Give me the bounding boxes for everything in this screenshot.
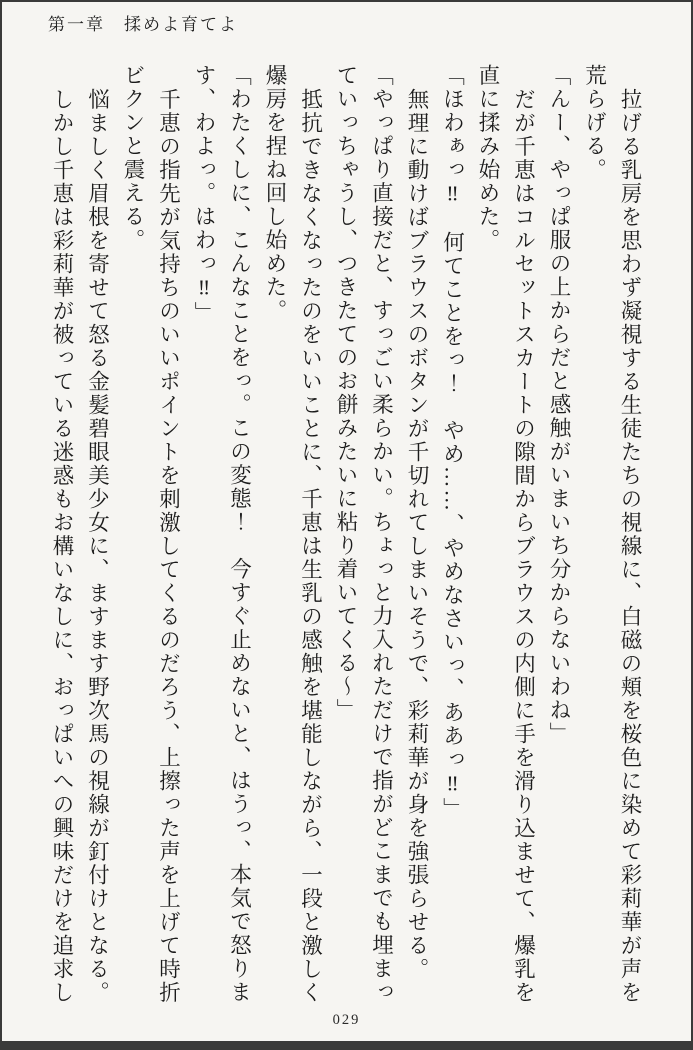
text-line-5: 直に揉み始めた。 <box>476 64 500 252</box>
page-number: 029 <box>332 1012 361 1028</box>
text-line-15: ビクンと震える。 <box>121 64 145 252</box>
text-line-17: しかし千恵は彩莉華が被っている迷惑もお構いなしに、おっぱいへの興味だけを追求し <box>50 87 74 1004</box>
text-line-13: す、わよっ。はわっ‼」 <box>192 64 216 325</box>
chapter-header: 第一章 揉めよ育てよ <box>48 15 238 34</box>
body-text <box>44 64 648 1014</box>
text-line-3: 「んー、やっぱ服の上からだと感触がいまいち分からないわね」 <box>547 64 571 746</box>
text-line-10: 抵抗できなくなったのをいいことに、千恵は生乳の感触を堪能しながら、一段と激しく <box>298 87 323 1004</box>
text-line-2: 荒らげる。 <box>582 64 607 182</box>
text-line-4: だが千恵はコルセットスカートの隙間からブラウスの内側に手を滑り込ませて、爆乳を <box>511 87 536 1004</box>
text-line-8: 「やっぱり直接だと、すっごい柔らかい。ちょっと力入れただけで指がどこまでも埋まっ <box>369 64 394 1004</box>
text-line-1: 拉げる乳房を思わず凝視する生徒たちの視線に、白磁の頬を桜色に染めて彩莉華が声を <box>618 87 642 1004</box>
text-line-7: 無理に動けばブラウスのボタンが千切れてしまいそうで、彩莉華が身を強張らせる。 <box>405 87 429 981</box>
text-line-11: 爆房を捏ね回し始めた。 <box>263 64 287 323</box>
text-line-14: 千恵の指先が気持ちのいいポイントを刺激してくるのだろう、上擦った声を上げて時折 <box>156 87 181 1004</box>
text-line-12: 「わたくしに、こんなことをっ。この変態！ 今すぐ止めないと、はうっ、本気で怒りま <box>227 64 252 1004</box>
text-line-9: ていっちゃうし、つきたてのお餅みたいに粘り着いてくる〜」 <box>334 64 358 722</box>
text-line-6: 「ほわぁっ‼ 何てことをっ！ やめ……、やめなさいっ、ああっ‼」 <box>440 64 465 821</box>
text-line-16: 悩ましく眉根を寄せて怒る金髪碧眼美少女に、ますます野次馬の視線が釘付けとなる。 <box>85 87 110 1004</box>
